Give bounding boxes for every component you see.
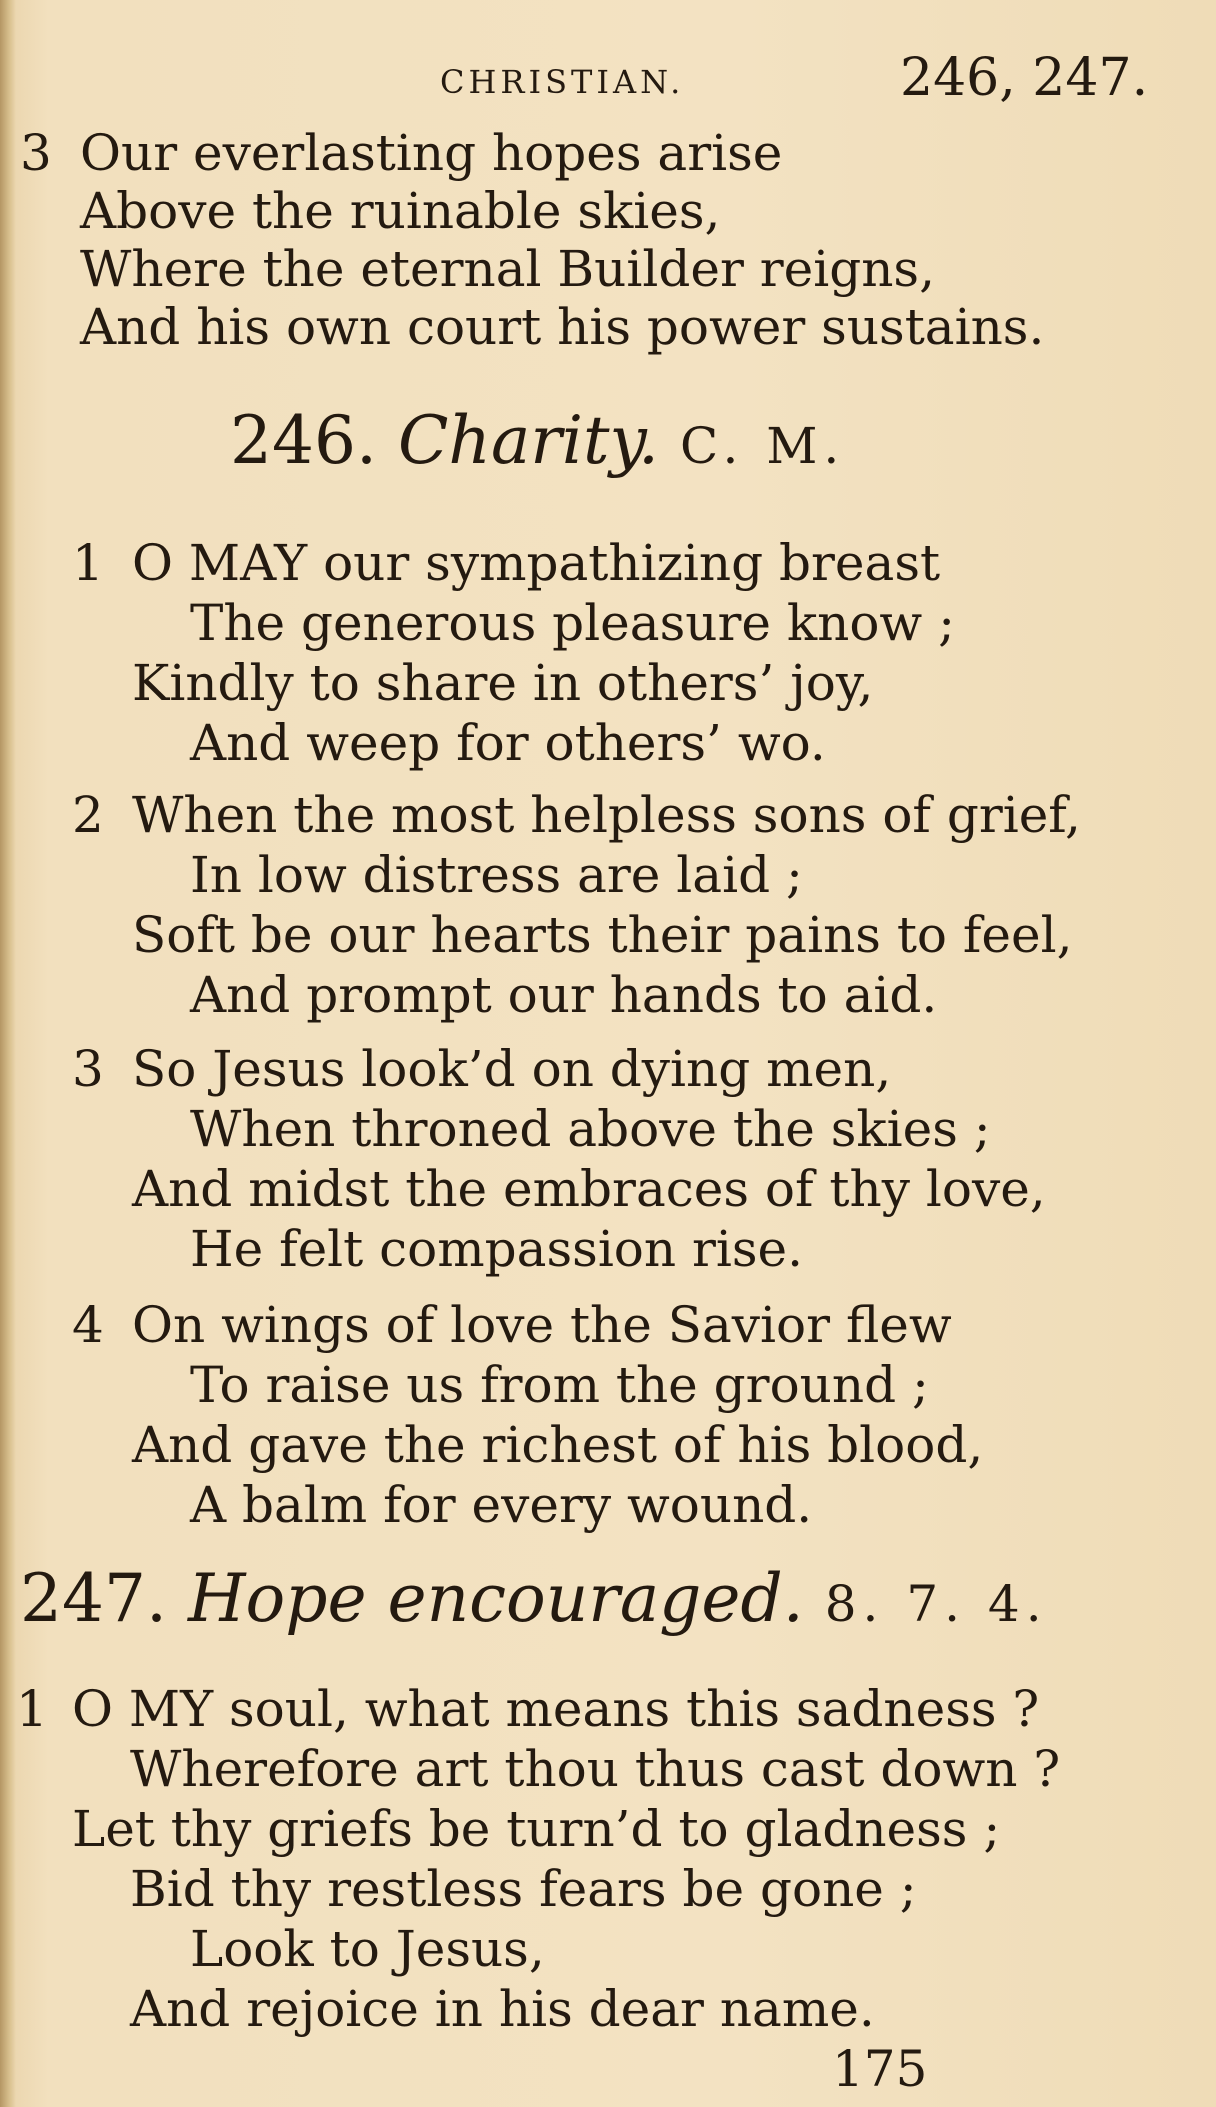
- carryover-verse-number: 3: [20, 124, 52, 182]
- hymn-246-verse-3-line-4: He felt compassion rise.: [190, 1220, 804, 1278]
- hymn-246-verse-1-line-2: The generous pleasure know ;: [190, 594, 955, 652]
- hymn-246-verse-1-line-4: And weep for others’ wo.: [190, 714, 826, 772]
- hymn-246-verse-3-line-3: And midst the embraces of thy love,: [132, 1160, 1046, 1218]
- carryover-line-1: Our everlasting hopes arise: [80, 124, 783, 182]
- hymn-247-number: 247.: [20, 1560, 167, 1637]
- hymn-246-heading: [230, 402, 846, 479]
- hymn-246-title: Charity.: [397, 402, 659, 479]
- running-title: CHRISTIAN.: [440, 63, 685, 101]
- hymn-247-verse-1-line-3: Let thy griefs be turn’d to gladness ;: [72, 1800, 1001, 1858]
- hymn-246-verse-3-number: 3: [72, 1040, 104, 1098]
- carryover-line-3: Where the eternal Builder reigns,: [80, 240, 935, 298]
- hymn-246-verse-4-line-4: A balm for every wound.: [190, 1476, 813, 1534]
- page-number: 175: [832, 2040, 928, 2098]
- hymn-247-verse-1-line-2: Wherefore art thou thus cast down ?: [130, 1740, 1061, 1798]
- page-binding-edge: [0, 0, 16, 2107]
- hymn-247-verse-1-line-5: Look to Jesus,: [190, 1920, 545, 1978]
- hymn-247-meter: 8. 7. 4.: [824, 1575, 1048, 1633]
- hymn-247-verse-1-number: 1: [16, 1680, 48, 1738]
- carryover-line-4: And his own court his power sustains.: [80, 298, 1045, 356]
- hymn-247-verse-1-line-4: Bid thy restless fears be gone ;: [130, 1860, 917, 1918]
- hymn-246-verse-4-line-3: And gave the richest of his blood,: [132, 1416, 984, 1474]
- hymn-246-verse-2-line-4: And prompt our hands to aid.: [190, 966, 938, 1024]
- hymn-246-verse-4-number: 4: [72, 1296, 104, 1354]
- hymn-246-verse-3-line-1: So Jesus look’d on dying men,: [132, 1040, 892, 1098]
- hymn-246-verse-2-line-3: Soft be our hearts their pains to feel,: [132, 906, 1073, 964]
- hymn-246-verse-2-line-1: When the most helpless sons of grief,: [132, 786, 1081, 844]
- hymn-246-verse-3-line-2: When throned above the skies ;: [190, 1100, 991, 1158]
- hymn-247-verse-1-line-1: O MY soul, what means this sadness ?: [72, 1680, 1040, 1738]
- hymn-246-verse-1-line-3: Kindly to share in others’ joy,: [132, 654, 874, 712]
- header-hymn-numbers: 246, 247.: [900, 48, 1149, 108]
- hymn-246-verse-2-line-2: In low distress are laid ;: [190, 846, 803, 904]
- hymn-246-verse-1-line-1: O MAY our sympathizing breast: [132, 534, 941, 592]
- hymn-246-verse-4-line-2: To raise us from the ground ;: [190, 1356, 929, 1414]
- hymn-246-verse-2-number: 2: [72, 786, 104, 844]
- hymn-247-heading: [20, 1560, 1048, 1637]
- hymn-246-meter: C. M.: [679, 417, 846, 475]
- carryover-line-2: Above the ruinable skies,: [80, 182, 721, 240]
- hymn-246-verse-1-number: 1: [72, 534, 104, 592]
- hymn-246-verse-4-line-1: On wings of love the Savior flew: [132, 1296, 952, 1354]
- hymn-247-title: Hope encouraged.: [187, 1560, 804, 1637]
- hymn-246-number: 246.: [230, 402, 377, 479]
- hymn-247-verse-1-line-6: And rejoice in his dear name.: [130, 1980, 875, 2038]
